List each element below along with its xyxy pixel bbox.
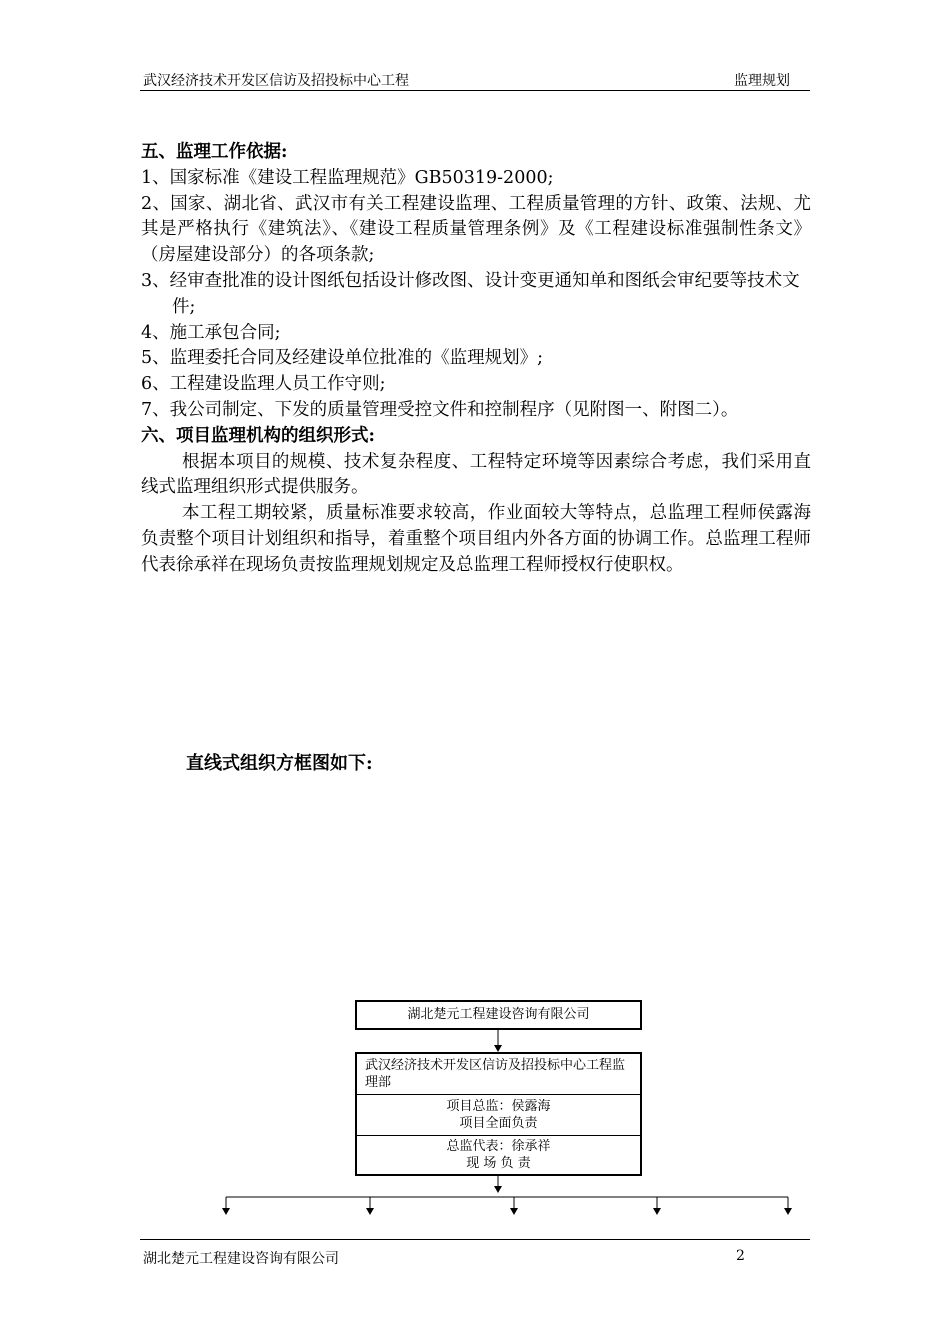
section5-item-6: 6、工程建设监理人员工作守则; xyxy=(141,374,386,395)
header-doc-title: 监理规划 xyxy=(734,73,790,89)
section5-item-3: 3、经审查批准的设计图纸包括设计修改图、设计变更通知单和图纸会审纪要等技术文件; xyxy=(141,270,800,317)
chief-representative-cell xyxy=(357,1136,640,1174)
section5-item-2: 2、国家、湖北省、武汉市有关工程建设监理、工程质量管理的方针、政策、法规、尤其是严格执行《建筑法》、《建设工程质量管理条例》及《工程建设标准强制性条文》（房屋建设部分）的各项条款; xyxy=(141,193,811,266)
arrow-down-bar xyxy=(494,1186,502,1193)
header-project-title: 武汉经济技术开发区信访及招投标中心工程 xyxy=(143,73,409,89)
org-box-company: 湖北楚元工程建设咨询有限公司 xyxy=(355,1000,642,1030)
arrow-down-branch-5 xyxy=(784,1208,792,1215)
arrow-down-branch-3 xyxy=(510,1208,518,1215)
chief-representative-role: 现 场 负 责 xyxy=(466,1156,531,1171)
footer-divider xyxy=(140,1239,810,1240)
page-number: 2 xyxy=(736,1248,745,1264)
diagram-title: 直线式组织方框图如下: xyxy=(186,753,373,774)
footer-company: 湖北楚元工程建设咨询有限公司 xyxy=(143,1251,339,1267)
section5-item-5: 5、监理委托合同及经建设单位批准的《监理规划》; xyxy=(141,348,544,369)
arrow-down-branch-4 xyxy=(653,1208,661,1215)
arrow-down-dept xyxy=(494,1045,502,1052)
section6-heading: 六、项目监理机构的组织形式: xyxy=(141,425,375,446)
section5-item-7: 7、我公司制定、下发的质量管理受控文件和控制程序（见附图一、附图二）。 xyxy=(141,399,739,420)
chief-supervisor-role: 项目全面负责 xyxy=(459,1116,538,1131)
section6-paragraph-2: 本工程工期较紧，质量标准要求较高，作业面较大等特点，总监理工程师侯露海负责整个项目计划组织和指导，着重整个项目组内外各方面的协调工作。总监理工程师代表徐承祥在现场负责按监理规划规定及总监理工程师授权行使职权。 xyxy=(141,503,811,575)
section5-item-1: 1、国家标准《建设工程监理规范》GB50319-2000; xyxy=(141,167,554,188)
arrow-down-branch-1 xyxy=(222,1208,230,1215)
section6-paragraph-1: 根据本项目的规模、技术复杂程度、工程特定环境等因素综合考虑，我们采用直线式监理组织形式提供服务。 xyxy=(141,451,811,498)
chief-representative-name: 总监代表：徐承祥 xyxy=(446,1139,551,1154)
dept-name: 武汉经济技术开发区信访及招投标中心工程监理部 xyxy=(357,1054,640,1095)
arrow-down-branch-2 xyxy=(366,1208,374,1215)
org-box-supervision-dept xyxy=(355,1052,642,1176)
chief-supervisor-name: 项目总监：侯露海 xyxy=(446,1099,551,1114)
section5-item-4: 4、施工承包合同; xyxy=(141,322,281,343)
section5-heading: 五、监理工作依据: xyxy=(141,142,288,162)
chief-supervisor-cell xyxy=(357,1095,640,1136)
